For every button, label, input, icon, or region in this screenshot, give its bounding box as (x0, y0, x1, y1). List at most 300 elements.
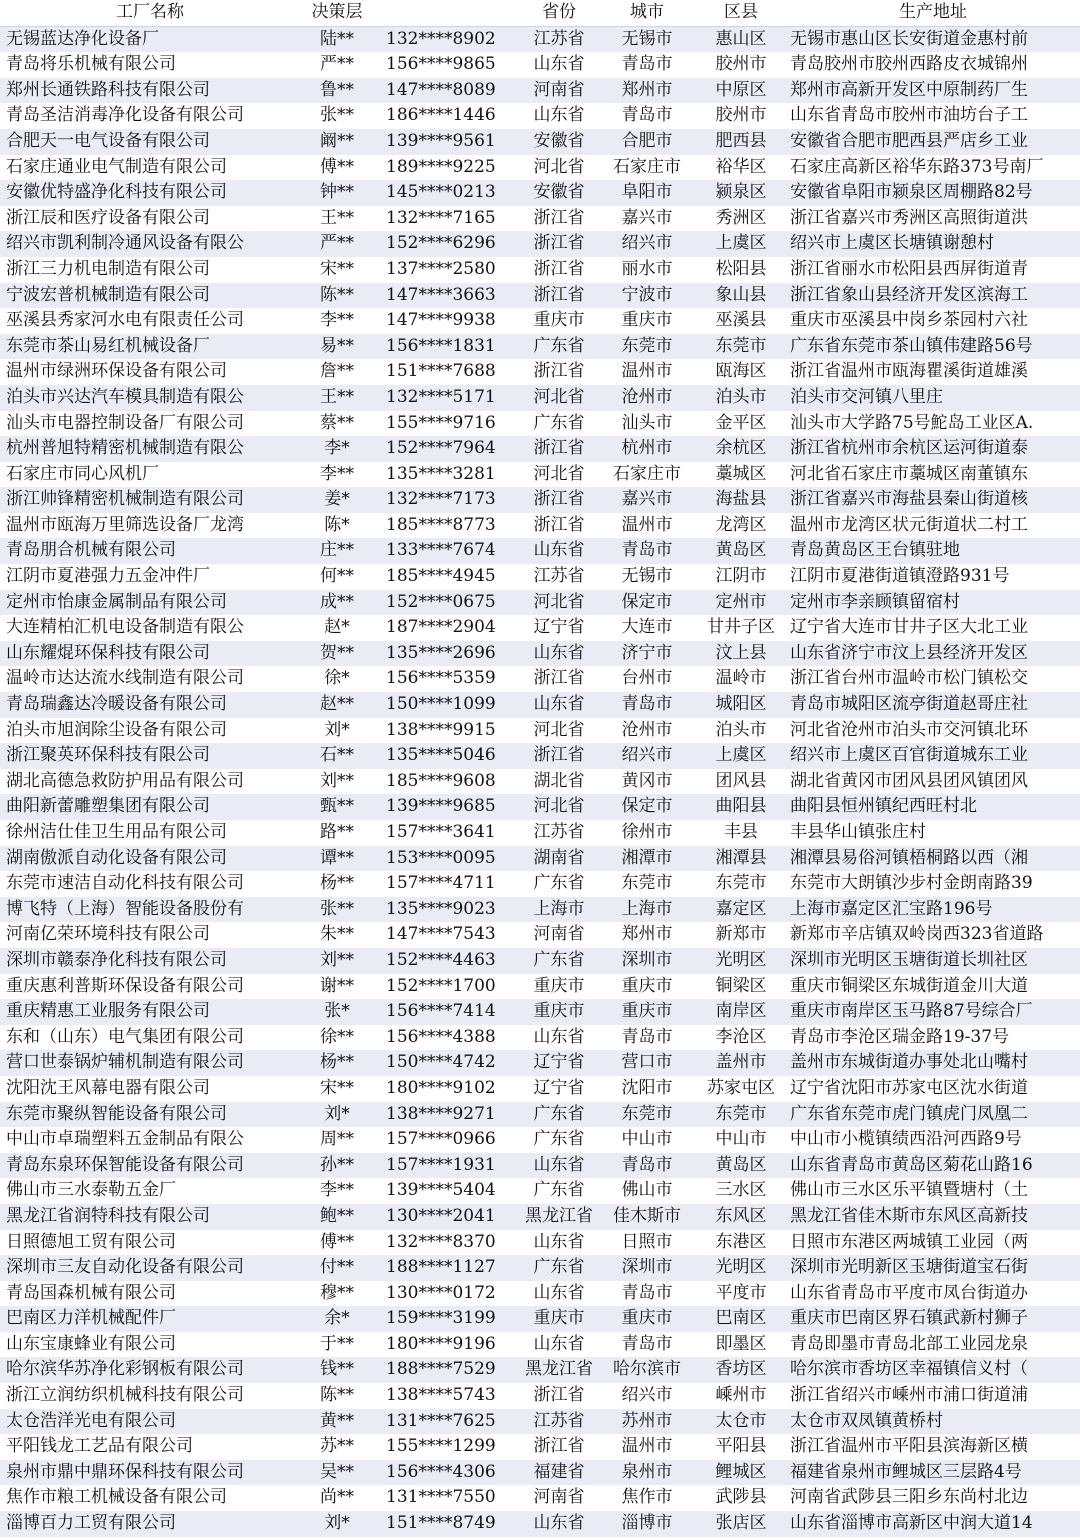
province-cell: 重庆市 (520, 1306, 598, 1332)
phone-cell: 138****5743 (374, 1383, 520, 1409)
phone-cell: 156****7414 (374, 999, 520, 1025)
factory-name-cell: 泊头市兴达汽车模具制造有限公 (0, 385, 300, 411)
district-cell: 李沧区 (696, 1025, 786, 1051)
header-factory-name: 工厂名称 (0, 0, 300, 26)
table-row (0, 666, 1080, 692)
district-cell: 光明区 (696, 948, 786, 974)
factory-name-cell: 郑州长通铁路科技有限公司 (0, 78, 300, 104)
address-cell: 黑龙江省佳木斯市东风区高新技 (786, 1204, 1080, 1230)
city-cell: 黄冈市 (598, 769, 696, 795)
phone-cell: 187****2904 (374, 615, 520, 641)
table-row (0, 1153, 1080, 1179)
city-cell: 保定市 (598, 590, 696, 616)
table-row (0, 1076, 1080, 1102)
decision-maker-cell: 鲍** (300, 1204, 374, 1230)
city-cell: 苏州市 (598, 1409, 696, 1435)
decision-maker-cell: 谭** (300, 846, 374, 872)
province-cell: 广东省 (520, 871, 598, 897)
province-cell: 河南省 (520, 922, 598, 948)
province-cell: 浙江省 (520, 743, 598, 769)
decision-maker-cell: 徐** (300, 1025, 374, 1051)
decision-maker-cell: 杨** (300, 871, 374, 897)
table-row (0, 692, 1080, 718)
decision-maker-cell: 周** (300, 1127, 374, 1153)
province-cell: 上海市 (520, 897, 598, 923)
district-cell: 东莞市 (696, 1102, 786, 1128)
province-cell: 河北省 (520, 385, 598, 411)
city-cell: 青岛市 (598, 1153, 696, 1179)
district-cell: 三水区 (696, 1178, 786, 1204)
phone-cell: 180****9196 (374, 1332, 520, 1358)
address-cell: 青岛市城阳区流亭街道赵哥庄社 (786, 692, 1080, 718)
city-cell: 石家庄市 (598, 462, 696, 488)
header-decision-maker: 决策层 (300, 0, 374, 26)
province-cell: 山东省 (520, 538, 598, 564)
province-cell: 浙江省 (520, 513, 598, 539)
province-cell: 山东省 (520, 1332, 598, 1358)
decision-maker-cell: 庄** (300, 538, 374, 564)
factory-name-cell: 定州市怡康金属制品有限公司 (0, 590, 300, 616)
city-cell: 东莞市 (598, 871, 696, 897)
city-cell: 重庆市 (598, 974, 696, 1000)
header-phone (374, 0, 520, 26)
phone-cell: 185****9608 (374, 769, 520, 795)
city-cell: 温州市 (598, 513, 696, 539)
province-cell: 浙江省 (520, 257, 598, 283)
address-cell: 浙江省温州市平阳县滨海新区横 (786, 1434, 1080, 1460)
city-cell: 佛山市 (598, 1178, 696, 1204)
phone-cell: 151****8749 (374, 1511, 520, 1537)
province-cell: 浙江省 (520, 666, 598, 692)
decision-maker-cell: 余* (300, 1306, 374, 1332)
province-cell: 辽宁省 (520, 615, 598, 641)
district-cell: 温岭市 (696, 666, 786, 692)
district-cell: 汶上县 (696, 641, 786, 667)
phone-cell: 152****4463 (374, 948, 520, 974)
district-cell: 秀洲区 (696, 206, 786, 232)
factory-name-cell: 营口世泰锅炉辅机制造有限公司 (0, 1050, 300, 1076)
table-row (0, 820, 1080, 846)
phone-cell: 135****2696 (374, 641, 520, 667)
province-cell: 江苏省 (520, 564, 598, 590)
district-cell: 定州市 (696, 590, 786, 616)
phone-cell: 132****8370 (374, 1230, 520, 1256)
decision-maker-cell: 傅** (300, 155, 374, 181)
decision-maker-cell: 严** (300, 52, 374, 78)
table-row (0, 846, 1080, 872)
factory-name-cell: 黑龙江省润特科技有限公司 (0, 1204, 300, 1230)
phone-cell: 188****7529 (374, 1357, 520, 1383)
table-row (0, 564, 1080, 590)
address-cell: 广东省东莞市茶山镇伟建路56号 (786, 334, 1080, 360)
province-cell: 浙江省 (520, 487, 598, 513)
district-cell: 上虞区 (696, 231, 786, 257)
province-cell: 河北省 (520, 155, 598, 181)
phone-cell: 155****1299 (374, 1434, 520, 1460)
address-cell: 辽宁省沈阳市苏家屯区沈水街道 (786, 1076, 1080, 1102)
decision-maker-cell: 张** (300, 897, 374, 923)
city-cell: 无锡市 (598, 564, 696, 590)
address-cell: 丰县华山镇张庄村 (786, 820, 1080, 846)
phone-cell: 133****7674 (374, 538, 520, 564)
city-cell: 无锡市 (598, 26, 696, 52)
address-cell: 曲阳县恒州镇纪西旺村北 (786, 794, 1080, 820)
city-cell: 重庆市 (598, 999, 696, 1025)
address-cell: 新郑市辛店镇双岭岗西323省道路 (786, 922, 1080, 948)
province-cell: 江苏省 (520, 26, 598, 52)
factory-name-cell: 湖南傲派自动化设备有限公司 (0, 846, 300, 872)
decision-maker-cell: 刘* (300, 1102, 374, 1128)
factory-name-cell: 巫溪县秀家河水电有限责任公司 (0, 308, 300, 334)
district-cell: 瓯海区 (696, 359, 786, 385)
district-cell: 巴南区 (696, 1306, 786, 1332)
decision-maker-cell: 刘* (300, 718, 374, 744)
province-cell: 重庆市 (520, 308, 598, 334)
province-cell: 广东省 (520, 1178, 598, 1204)
district-cell: 嘉定区 (696, 897, 786, 923)
province-cell: 辽宁省 (520, 1076, 598, 1102)
province-cell: 浙江省 (520, 206, 598, 232)
table-row (0, 283, 1080, 309)
decision-maker-cell: 赵** (300, 692, 374, 718)
district-cell: 余杭区 (696, 436, 786, 462)
phone-cell: 156****1831 (374, 334, 520, 360)
factory-name-cell: 青岛瑞鑫达冷暖设备有限公司 (0, 692, 300, 718)
factory-name-cell: 宁波宏普机械制造有限公司 (0, 283, 300, 309)
factory-name-cell: 日照德旭工贸有限公司 (0, 1230, 300, 1256)
decision-maker-cell: 宋** (300, 1076, 374, 1102)
table-row (0, 1230, 1080, 1256)
address-cell: 重庆市巴南区界石镇武新村狮子 (786, 1306, 1080, 1332)
table-body (0, 26, 1080, 1537)
factory-name-cell: 东莞市聚纵智能设备有限公司 (0, 1102, 300, 1128)
decision-maker-cell: 陈** (300, 1383, 374, 1409)
phone-cell: 157****4711 (374, 871, 520, 897)
address-cell: 河北省沧州市泊头市交河镇北环 (786, 718, 1080, 744)
decision-maker-cell: 张** (300, 103, 374, 129)
district-cell: 龙湾区 (696, 513, 786, 539)
province-cell: 广东省 (520, 1255, 598, 1281)
table-row (0, 334, 1080, 360)
phone-cell: 139****5404 (374, 1178, 520, 1204)
district-cell: 鲤城区 (696, 1460, 786, 1486)
district-cell: 太仓市 (696, 1409, 786, 1435)
factory-name-cell: 青岛朋合机械有限公司 (0, 538, 300, 564)
address-cell: 广东省东莞市虎门镇虎门凤凰二 (786, 1102, 1080, 1128)
city-cell: 杭州市 (598, 436, 696, 462)
decision-maker-cell: 于** (300, 1332, 374, 1358)
district-cell: 南岸区 (696, 999, 786, 1025)
table-row (0, 743, 1080, 769)
city-cell: 深圳市 (598, 948, 696, 974)
decision-maker-cell: 陈** (300, 283, 374, 309)
province-cell: 福建省 (520, 1460, 598, 1486)
decision-maker-cell: 宋** (300, 257, 374, 283)
factory-name-cell: 重庆惠利普斯环保设备有限公司 (0, 974, 300, 1000)
address-cell: 中山市小榄镇绩西沿河西路9号 (786, 1127, 1080, 1153)
city-cell: 汕头市 (598, 411, 696, 437)
city-cell: 上海市 (598, 897, 696, 923)
district-cell: 铜梁区 (696, 974, 786, 1000)
table-row (0, 897, 1080, 923)
decision-maker-cell: 路** (300, 820, 374, 846)
phone-cell: 130****2041 (374, 1204, 520, 1230)
district-cell: 藁城区 (696, 462, 786, 488)
factory-name-cell: 徐州洁仕佳卫生用品有限公司 (0, 820, 300, 846)
city-cell: 温州市 (598, 359, 696, 385)
city-cell: 青岛市 (598, 538, 696, 564)
decision-maker-cell: 徐* (300, 666, 374, 692)
province-cell: 浙江省 (520, 231, 598, 257)
city-cell: 保定市 (598, 794, 696, 820)
phone-cell: 135****9023 (374, 897, 520, 923)
phone-cell: 147****3663 (374, 283, 520, 309)
table-row (0, 1485, 1080, 1511)
phone-cell: 139****9561 (374, 129, 520, 155)
table-row (0, 1127, 1080, 1153)
district-cell: 肥西县 (696, 129, 786, 155)
factory-name-cell: 浙江帅锋精密机械制造有限公司 (0, 487, 300, 513)
phone-cell: 151****7688 (374, 359, 520, 385)
table-row (0, 1178, 1080, 1204)
province-cell: 河北省 (520, 718, 598, 744)
factory-name-cell: 博飞特（上海）智能设备股份有 (0, 897, 300, 923)
address-cell: 青岛即墨市青岛北部工业园龙泉 (786, 1332, 1080, 1358)
table-row (0, 1383, 1080, 1409)
address-cell: 太仓市双凤镇黄桥村 (786, 1409, 1080, 1435)
address-cell: 无锡市惠山区长安街道金惠村前 (786, 26, 1080, 52)
district-cell: 中山市 (696, 1127, 786, 1153)
decision-maker-cell: 刘* (300, 1511, 374, 1537)
table-row (0, 948, 1080, 974)
province-cell: 广东省 (520, 411, 598, 437)
decision-maker-cell: 刘** (300, 948, 374, 974)
factory-name-cell: 浙江聚英环保科技有限公司 (0, 743, 300, 769)
district-cell: 黄岛区 (696, 1153, 786, 1179)
city-cell: 青岛市 (598, 1332, 696, 1358)
decision-maker-cell: 张* (300, 999, 374, 1025)
table-row (0, 538, 1080, 564)
province-cell: 江苏省 (520, 1409, 598, 1435)
district-cell: 松阳县 (696, 257, 786, 283)
factory-name-cell: 浙江三力机电制造有限公司 (0, 257, 300, 283)
city-cell: 青岛市 (598, 1281, 696, 1307)
district-cell: 上虞区 (696, 743, 786, 769)
district-cell: 平度市 (696, 1281, 786, 1307)
factory-name-cell: 青岛东泉环保智能设备有限公司 (0, 1153, 300, 1179)
city-cell: 阜阳市 (598, 180, 696, 206)
address-cell: 浙江省绍兴市嵊州市浦口街道浦 (786, 1383, 1080, 1409)
address-cell: 东莞市大朗镇沙步村金朗南路39 (786, 871, 1080, 897)
province-cell: 山东省 (520, 52, 598, 78)
factory-name-cell: 湖北高德急救防护用品有限公司 (0, 769, 300, 795)
province-cell: 广东省 (520, 1102, 598, 1128)
district-cell: 东风区 (696, 1204, 786, 1230)
table-row (0, 308, 1080, 334)
province-cell: 浙江省 (520, 1434, 598, 1460)
province-cell: 山东省 (520, 692, 598, 718)
decision-maker-cell: 钱** (300, 1357, 374, 1383)
table-row (0, 78, 1080, 104)
district-cell: 苏家屯区 (696, 1076, 786, 1102)
factory-name-cell: 江阴市夏港强力五金冲件厂 (0, 564, 300, 590)
header-province: 省份 (520, 0, 598, 26)
table-row (0, 180, 1080, 206)
phone-cell: 156****4388 (374, 1025, 520, 1051)
table-row (0, 155, 1080, 181)
province-cell: 河北省 (520, 794, 598, 820)
decision-maker-cell: 易** (300, 334, 374, 360)
factory-name-cell: 重庆精惠工业服务有限公司 (0, 999, 300, 1025)
phone-cell: 186****1446 (374, 103, 520, 129)
decision-maker-cell: 刘** (300, 769, 374, 795)
phone-cell: 180****9102 (374, 1076, 520, 1102)
province-cell: 山东省 (520, 1153, 598, 1179)
province-cell: 山东省 (520, 1511, 598, 1537)
address-cell: 上海市嘉定区汇宝路196号 (786, 897, 1080, 923)
address-cell: 重庆市巫溪县中岗乡茶园村六社 (786, 308, 1080, 334)
address-cell: 汕头市大学路75号鮀岛工业区A. (786, 411, 1080, 437)
table-row (0, 1281, 1080, 1307)
province-cell: 河南省 (520, 78, 598, 104)
city-cell: 沧州市 (598, 385, 696, 411)
factory-name-cell: 温岭市达达流水线制造有限公司 (0, 666, 300, 692)
district-cell: 江阴市 (696, 564, 786, 590)
city-cell: 青岛市 (598, 692, 696, 718)
address-cell: 江阴市夏港街道镇澄路931号 (786, 564, 1080, 590)
factory-name-cell: 东和（山东）电气集团有限公司 (0, 1025, 300, 1051)
district-cell: 中原区 (696, 78, 786, 104)
district-cell: 张店区 (696, 1511, 786, 1537)
table-row (0, 436, 1080, 462)
province-cell: 湖北省 (520, 769, 598, 795)
city-cell: 沧州市 (598, 718, 696, 744)
factory-name-cell: 无锡蓝达净化设备厂 (0, 26, 300, 52)
province-cell: 安徽省 (520, 180, 598, 206)
table-row (0, 1306, 1080, 1332)
decision-maker-cell: 成** (300, 590, 374, 616)
address-cell: 河南省武陟县三阳乡东尚村北边 (786, 1485, 1080, 1511)
factory-name-cell: 青岛将乐机械有限公司 (0, 52, 300, 78)
city-cell: 淄博市 (598, 1511, 696, 1537)
decision-maker-cell: 钟** (300, 180, 374, 206)
address-cell: 浙江省象山县经济开发区滨海工 (786, 283, 1080, 309)
province-cell: 重庆市 (520, 999, 598, 1025)
phone-cell: 135****5046 (374, 743, 520, 769)
address-cell: 青岛胶州市胶州西路皮衣城锦州 (786, 52, 1080, 78)
province-cell: 河南省 (520, 1485, 598, 1511)
table-row (0, 129, 1080, 155)
address-cell: 盖州市东城街道办事处北山嘴村 (786, 1050, 1080, 1076)
city-cell: 绍兴市 (598, 1383, 696, 1409)
factory-name-cell: 太仓浩洋光电有限公司 (0, 1409, 300, 1435)
factory-name-cell: 绍兴市凯利制冷通风设备有限公 (0, 231, 300, 257)
phone-cell: 138****9271 (374, 1102, 520, 1128)
table-row (0, 718, 1080, 744)
province-cell: 浙江省 (520, 436, 598, 462)
phone-cell: 159****3199 (374, 1306, 520, 1332)
city-cell: 沈阳市 (598, 1076, 696, 1102)
decision-maker-cell: 付** (300, 1255, 374, 1281)
city-cell: 营口市 (598, 1050, 696, 1076)
district-cell: 泊头市 (696, 718, 786, 744)
address-cell: 定州市李亲顾镇留宿村 (786, 590, 1080, 616)
district-cell: 新郑市 (696, 922, 786, 948)
decision-maker-cell: 何** (300, 564, 374, 590)
district-cell: 惠山区 (696, 26, 786, 52)
phone-cell: 145****0213 (374, 180, 520, 206)
city-cell: 湘潭市 (598, 846, 696, 872)
table-row (0, 1204, 1080, 1230)
table-row (0, 769, 1080, 795)
table-row (0, 641, 1080, 667)
decision-maker-cell: 严** (300, 231, 374, 257)
factory-name-cell: 石家庄市同心风机厂 (0, 462, 300, 488)
city-cell: 泉州市 (598, 1460, 696, 1486)
factory-name-cell: 平阳钱龙工艺品有限公司 (0, 1434, 300, 1460)
district-cell: 光明区 (696, 1255, 786, 1281)
phone-cell: 132****5171 (374, 385, 520, 411)
address-cell: 重庆市铜梁区东城街道金川大道 (786, 974, 1080, 1000)
decision-maker-cell: 杨** (300, 1050, 374, 1076)
province-cell: 黑龙江省 (520, 1357, 598, 1383)
factory-name-cell: 杭州普旭特精密机械制造有限公 (0, 436, 300, 462)
district-cell: 盖州市 (696, 1050, 786, 1076)
phone-cell: 185****4945 (374, 564, 520, 590)
phone-cell: 152****6296 (374, 231, 520, 257)
factory-name-cell: 山东宝康蜂业有限公司 (0, 1332, 300, 1358)
address-cell: 浙江省丽水市松阳县西屏街道青 (786, 257, 1080, 283)
address-cell: 绍兴市上虞区百官街道城东工业 (786, 743, 1080, 769)
table-row (0, 513, 1080, 539)
province-cell: 广东省 (520, 948, 598, 974)
province-cell: 山东省 (520, 103, 598, 129)
factory-name-cell: 温州市绿洲环保设备有限公司 (0, 359, 300, 385)
factory-name-cell: 合肥天一电气设备有限公司 (0, 129, 300, 155)
header-row (0, 0, 1080, 26)
district-cell: 胶州市 (696, 103, 786, 129)
factory-name-cell: 佛山市三水泰勒五金厂 (0, 1178, 300, 1204)
district-cell: 平阳县 (696, 1434, 786, 1460)
city-cell: 哈尔滨市 (598, 1357, 696, 1383)
phone-cell: 185****8773 (374, 513, 520, 539)
address-cell: 浙江省杭州市余杭区运河街道泰 (786, 436, 1080, 462)
table-row (0, 1511, 1080, 1537)
district-cell: 丰县 (696, 820, 786, 846)
decision-maker-cell: 王** (300, 385, 374, 411)
decision-maker-cell: 尚** (300, 1485, 374, 1511)
table-row (0, 615, 1080, 641)
province-cell: 浙江省 (520, 359, 598, 385)
table-row (0, 1460, 1080, 1486)
address-cell: 山东省青岛市平度市凤台街道办 (786, 1281, 1080, 1307)
decision-maker-cell: 姜* (300, 487, 374, 513)
address-cell: 山东省淄博市高新区中润大道14 (786, 1511, 1080, 1537)
province-cell: 浙江省 (520, 283, 598, 309)
table-row (0, 871, 1080, 897)
decision-maker-cell: 苏** (300, 1434, 374, 1460)
factory-name-cell: 大连精柏汇机电设备制造有限公 (0, 615, 300, 641)
phone-cell: 131****7625 (374, 1409, 520, 1435)
table-row (0, 385, 1080, 411)
address-cell: 浙江省嘉兴市秀洲区高照街道洪 (786, 206, 1080, 232)
factory-name-cell: 哈尔滨华苏净化彩钢板有限公司 (0, 1357, 300, 1383)
address-cell: 福建省泉州市鲤城区三层路4号 (786, 1460, 1080, 1486)
city-cell: 重庆市 (598, 1306, 696, 1332)
city-cell: 石家庄市 (598, 155, 696, 181)
address-cell: 湖北省黄冈市团风县团风镇团风 (786, 769, 1080, 795)
phone-cell: 150****4742 (374, 1050, 520, 1076)
